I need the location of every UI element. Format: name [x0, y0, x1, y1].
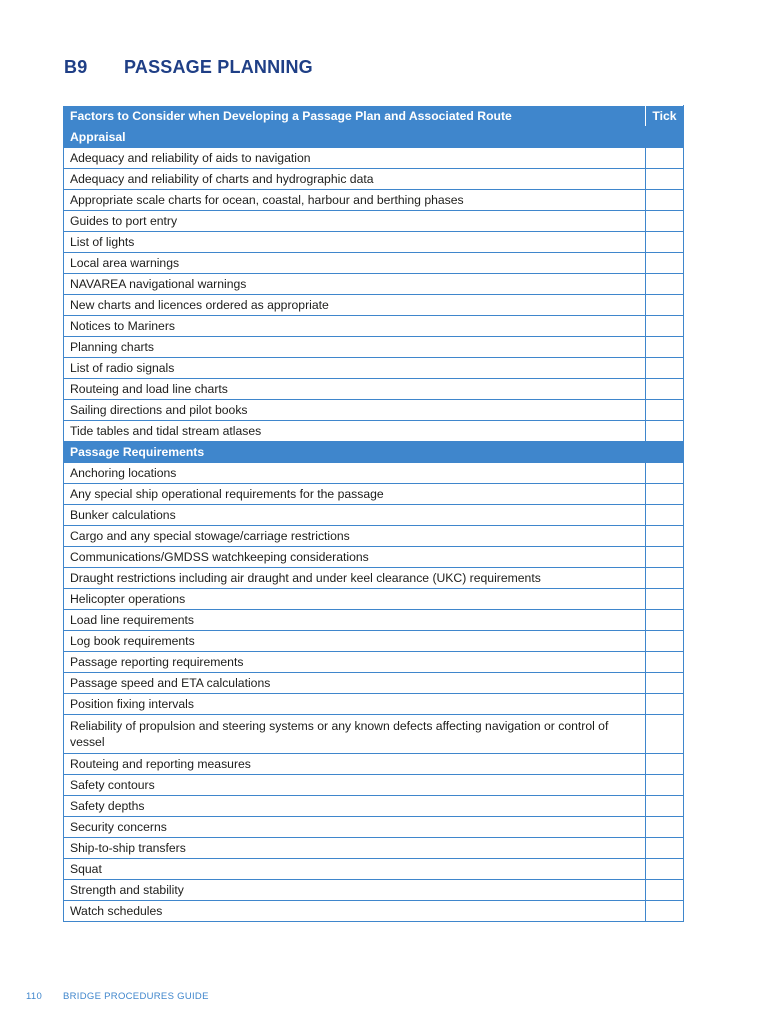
table-row [64, 505, 684, 526]
factor-column-header: Factors to Consider when Developing a Passage Plan and Associated Route [64, 106, 646, 127]
tick-box[interactable] [646, 715, 684, 754]
tick-box[interactable] [646, 463, 684, 484]
tick-box[interactable] [646, 337, 684, 358]
table-row [64, 838, 684, 859]
table-row [64, 859, 684, 880]
tick-box[interactable] [646, 694, 684, 715]
tick-box[interactable] [646, 295, 684, 316]
table-row [64, 610, 684, 631]
table-row [64, 568, 684, 589]
table-row [64, 421, 684, 442]
table-row [64, 295, 684, 316]
tick-box[interactable] [646, 274, 684, 295]
tick-box[interactable] [646, 421, 684, 442]
passage-plan-checklist [63, 105, 684, 922]
tick-box[interactable] [646, 754, 684, 775]
table-row [64, 547, 684, 568]
factor-text: Helicopter operations [64, 589, 646, 610]
factor-text: Security concerns [64, 817, 646, 838]
factor-text: Load line requirements [64, 610, 646, 631]
factor-text: Any special ship operational requirements for the passage [64, 484, 646, 505]
factor-text: Sailing directions and pilot books [64, 400, 646, 421]
tick-box[interactable] [646, 775, 684, 796]
factor-text: Safety contours [64, 775, 646, 796]
factor-text: Reliability of propulsion and steering systems or any known defects affecting navigation or control of vessel [64, 715, 646, 754]
tick-box[interactable] [646, 838, 684, 859]
tick-box[interactable] [646, 610, 684, 631]
table-row [64, 526, 684, 547]
table-row [64, 673, 684, 694]
tick-box[interactable] [646, 796, 684, 817]
table-row [64, 274, 684, 295]
factor-text: Local area warnings [64, 253, 646, 274]
factor-text: Draught restrictions including air draught and under keel clearance (UKC) requirements [64, 568, 646, 589]
tick-box[interactable] [646, 817, 684, 838]
table-row [64, 211, 684, 232]
factor-text: Bunker calculations [64, 505, 646, 526]
page-heading [64, 57, 313, 78]
tick-box[interactable] [646, 232, 684, 253]
tick-box[interactable] [646, 169, 684, 190]
table-row [64, 316, 684, 337]
factor-text: Strength and stability [64, 880, 646, 901]
factor-text: Anchoring locations [64, 463, 646, 484]
tick-box[interactable] [646, 526, 684, 547]
table-row [64, 754, 684, 775]
table-row [64, 169, 684, 190]
tick-box[interactable] [646, 547, 684, 568]
table-row [64, 484, 684, 505]
book-title: BRIDGE PROCEDURES GUIDE [63, 991, 209, 1002]
tick-box[interactable] [646, 358, 684, 379]
tick-box[interactable] [646, 568, 684, 589]
table-row [64, 589, 684, 610]
table-header-row [64, 106, 684, 127]
factor-text: List of radio signals [64, 358, 646, 379]
factor-text: Ship-to-ship transfers [64, 838, 646, 859]
table-row [64, 148, 684, 169]
factor-text: Log book requirements [64, 631, 646, 652]
tick-box[interactable] [646, 190, 684, 211]
factor-text: Passage reporting requirements [64, 652, 646, 673]
table-row [64, 796, 684, 817]
table-row [64, 253, 684, 274]
tick-box[interactable] [646, 316, 684, 337]
section-title: Appraisal [64, 127, 684, 148]
table-row [64, 463, 684, 484]
factor-text: Position fixing intervals [64, 694, 646, 715]
tick-box[interactable] [646, 880, 684, 901]
table-row [64, 379, 684, 400]
factor-text: Squat [64, 859, 646, 880]
factor-text: Planning charts [64, 337, 646, 358]
table-row [64, 400, 684, 421]
factor-text: Cargo and any special stowage/carriage restrictions [64, 526, 646, 547]
table-row [64, 715, 684, 754]
page-number: 110 [26, 991, 43, 1002]
tick-box[interactable] [646, 400, 684, 421]
factor-text: Guides to port entry [64, 211, 646, 232]
table-row [64, 631, 684, 652]
factor-text: Passage speed and ETA calculations [64, 673, 646, 694]
tick-box[interactable] [646, 652, 684, 673]
tick-box[interactable] [646, 484, 684, 505]
table-row [64, 817, 684, 838]
factor-text: Safety depths [64, 796, 646, 817]
factor-text: List of lights [64, 232, 646, 253]
tick-box[interactable] [646, 859, 684, 880]
tick-box[interactable] [646, 211, 684, 232]
page-title: PASSAGE PLANNING [124, 57, 313, 77]
tick-box[interactable] [646, 589, 684, 610]
section-code: B9 [64, 57, 88, 77]
table-row [64, 190, 684, 211]
factor-text: Adequacy and reliability of charts and hydrographic data [64, 169, 646, 190]
tick-box[interactable] [646, 253, 684, 274]
section-header-row [64, 127, 684, 148]
table-row [64, 652, 684, 673]
tick-box[interactable] [646, 631, 684, 652]
table-row [64, 775, 684, 796]
tick-box[interactable] [646, 379, 684, 400]
table-row [64, 358, 684, 379]
tick-box[interactable] [646, 673, 684, 694]
factor-text: Routeing and load line charts [64, 379, 646, 400]
table-row [64, 232, 684, 253]
factor-text: Tide tables and tidal stream atlases [64, 421, 646, 442]
factor-text: Appropriate scale charts for ocean, coastal, harbour and berthing phases [64, 190, 646, 211]
table-row [64, 901, 684, 922]
factor-text: Routeing and reporting measures [64, 754, 646, 775]
factor-text: NAVAREA navigational warnings [64, 274, 646, 295]
factor-text: Watch schedules [64, 901, 646, 922]
table-row [64, 880, 684, 901]
factor-text: New charts and licences ordered as appropriate [64, 295, 646, 316]
tick-box[interactable] [646, 148, 684, 169]
page-footer [26, 991, 209, 1002]
section-title: Passage Requirements [64, 442, 684, 463]
factor-text: Adequacy and reliability of aids to navigation [64, 148, 646, 169]
factor-text: Notices to Mariners [64, 316, 646, 337]
tick-box[interactable] [646, 901, 684, 922]
tick-box[interactable] [646, 505, 684, 526]
table-row [64, 337, 684, 358]
table-row [64, 694, 684, 715]
tick-column-header: Tick [646, 106, 684, 127]
factor-text: Communications/GMDSS watchkeeping considerations [64, 547, 646, 568]
section-header-row [64, 442, 684, 463]
